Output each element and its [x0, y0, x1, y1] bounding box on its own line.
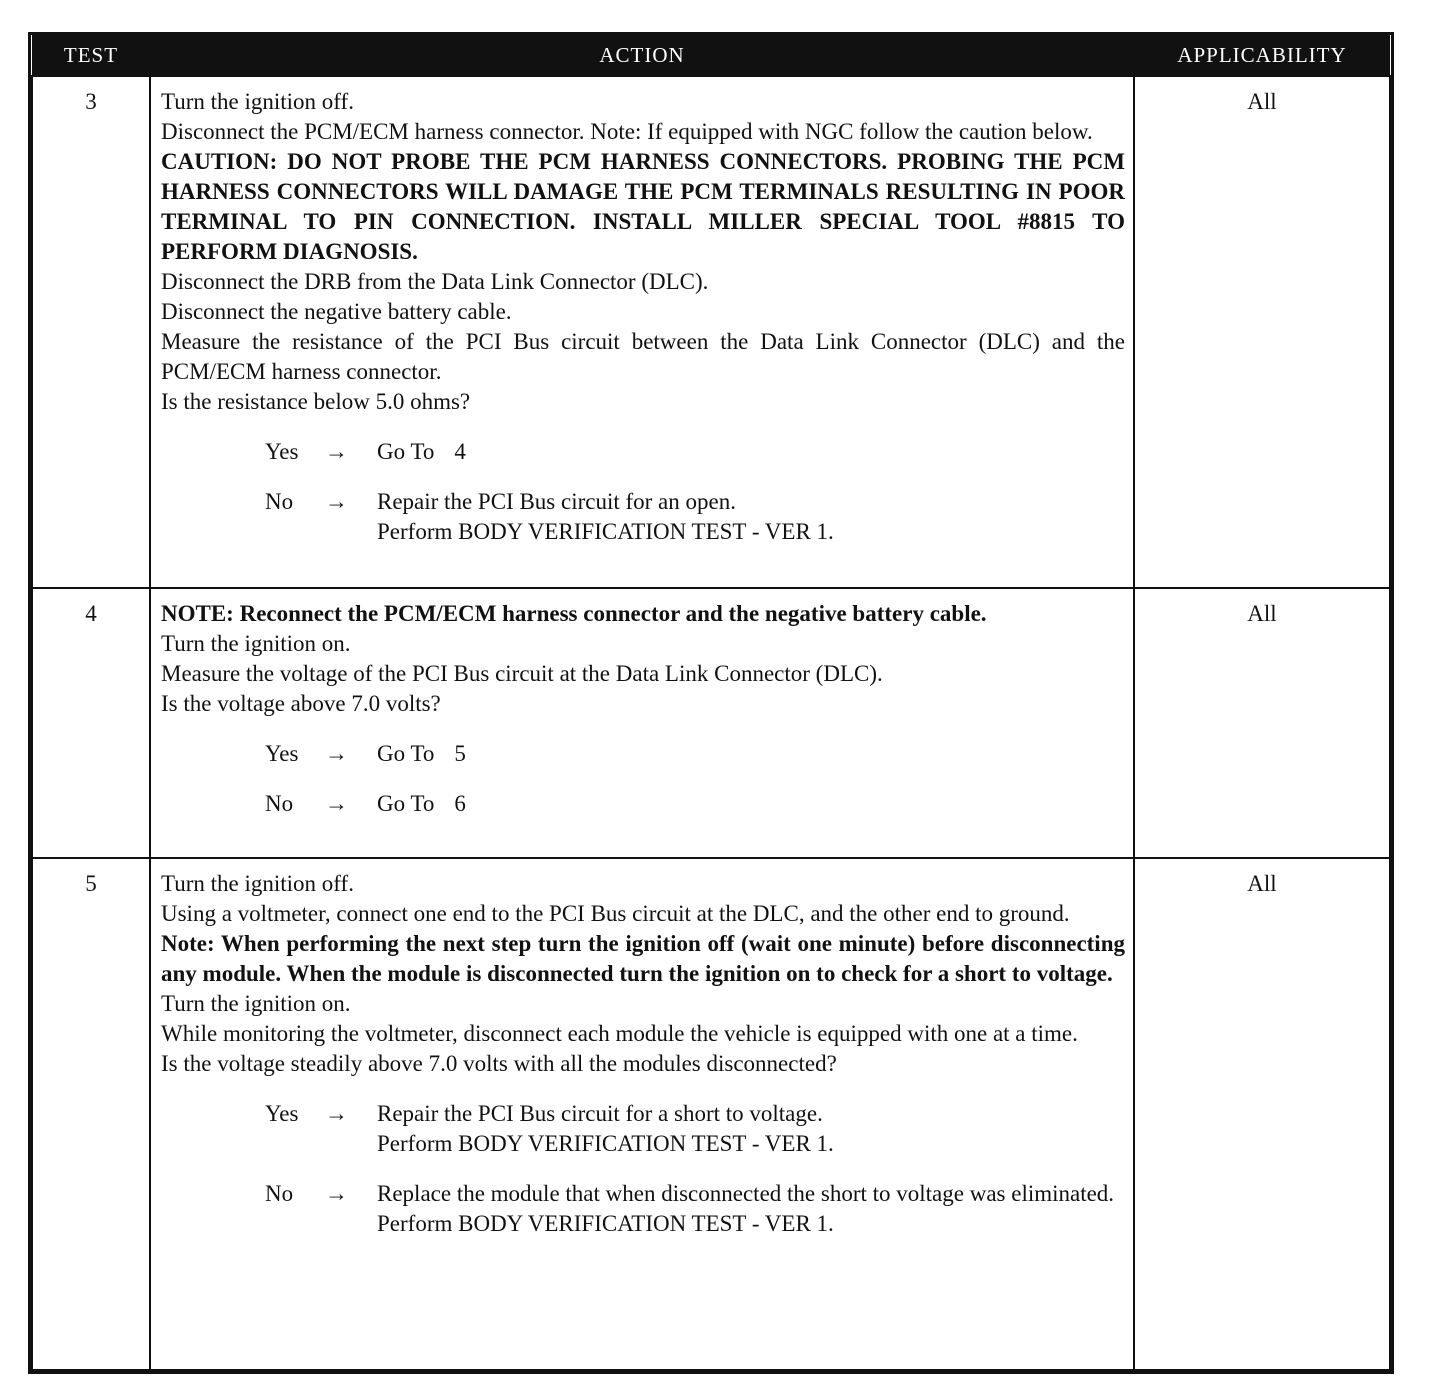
outcome-text: Repair the PCI Bus circuit for an open.	[377, 489, 736, 514]
goto-number: 6	[454, 791, 466, 816]
action-step: Turn the ignition off.	[161, 89, 354, 114]
outcome-text: Repair the PCI Bus circuit for a short to voltage.	[377, 1101, 823, 1126]
answer-label: Yes	[265, 741, 299, 766]
test-number: 3	[32, 76, 150, 588]
test-number: 5	[32, 858, 150, 1370]
outcome-result	[377, 437, 1125, 467]
header-applicability: APPLICABILITY	[1134, 35, 1390, 76]
arrow-icon: →	[325, 1181, 348, 1206]
action-step: Turn the ignition on.	[161, 991, 351, 1016]
action-step: Using a voltmeter, connect one end to the PCI Bus circuit at the DLC, and the other end to ground.	[161, 901, 1070, 926]
table-row-test-3	[32, 76, 1390, 588]
outcome-yes	[161, 1099, 1125, 1159]
goto-label: Go To	[377, 439, 435, 464]
outcome-yes	[161, 437, 1125, 467]
table-row-test-5	[32, 858, 1390, 1370]
goto-number: 5	[454, 741, 466, 766]
arrow-icon: →	[325, 489, 348, 514]
outcome-result	[377, 1179, 1125, 1239]
header-test: TEST	[32, 35, 150, 76]
question-text: Is the resistance below 5.0 ohms?	[161, 389, 471, 414]
goto-number: 4	[454, 439, 466, 464]
outcome-no	[161, 487, 1125, 547]
applicability-value: All	[1134, 858, 1390, 1370]
answer-label: Yes	[265, 439, 299, 464]
outcomes	[161, 1099, 1125, 1239]
action-step: Turn the ignition off.	[161, 871, 354, 896]
action-step: Turn the ignition on.	[161, 631, 351, 656]
answer-label: No	[265, 489, 294, 514]
outcome-text: Perform BODY VERIFICATION TEST - VER 1.	[377, 1211, 834, 1236]
arrow-icon: →	[325, 741, 348, 766]
action-step: Disconnect the negative battery cable.	[161, 299, 512, 324]
outcomes	[161, 437, 1125, 547]
arrow-icon: →	[325, 791, 348, 816]
answer-label: No	[265, 791, 294, 816]
action-step: Disconnect the DRB from the Data Link Connector (DLC).	[161, 269, 709, 294]
answer-label: Yes	[265, 1101, 299, 1126]
action-cell	[150, 76, 1134, 588]
goto-label: Go To	[377, 741, 435, 766]
diagnostic-table-grid	[31, 35, 1391, 1371]
outcomes	[161, 739, 1125, 819]
note-text: Note: When performing the next step turn the ignition off (wait one minute) before disconnecting any module. When the module is disconnected turn the ignition on to check for a short to voltage.	[161, 931, 1125, 986]
outcome-no	[161, 1179, 1125, 1239]
outcome-text: Perform BODY VERIFICATION TEST - VER 1.	[377, 1131, 834, 1156]
arrow-icon: →	[325, 1101, 348, 1126]
outcome-result	[377, 487, 1125, 547]
outcome-no	[161, 789, 1125, 819]
header-action: ACTION	[150, 35, 1134, 76]
action-cell	[150, 588, 1134, 858]
caution-text: CAUTION: DO NOT PROBE THE PCM HARNESS CONNECTORS. PROBING THE PCM HARNESS CONNECTORS WILL DAMAGE THE PCM TERMINALS RESULTING IN POOR TERMINAL TO PIN CONNECTION. INSTALL MILLER SPECIAL TOOL #8815 TO PERFORM DIAGNOSIS.	[161, 149, 1125, 264]
outcome-result	[377, 789, 1125, 819]
outcome-text: Replace the module that when disconnected the short to voltage was eliminated.	[377, 1181, 1115, 1206]
action-step: Measure the resistance of the PCI Bus circuit between the Data Link Connector (DLC) and the PCM/ECM harness connector.	[161, 329, 1125, 384]
applicability-value: All	[1134, 588, 1390, 858]
outcome-result	[377, 739, 1125, 769]
action-cell	[150, 858, 1134, 1370]
outcome-result	[377, 1099, 1125, 1159]
answer-label: No	[265, 1181, 294, 1206]
action-step: Disconnect the PCM/ECM harness connector. Note: If equipped with NGC follow the caution below.	[161, 119, 1093, 144]
action-step: While monitoring the voltmeter, disconnect each module the vehicle is equipped with one at a time.	[161, 1021, 1078, 1046]
test-number: 4	[32, 588, 150, 858]
note-text: NOTE: Reconnect the PCM/ECM harness connector and the negative battery cable.	[161, 601, 987, 626]
table-row-test-4	[32, 588, 1390, 858]
goto-label: Go To	[377, 791, 435, 816]
question-text: Is the voltage steadily above 7.0 volts with all the modules disconnected?	[161, 1051, 837, 1076]
outcome-text: Perform BODY VERIFICATION TEST - VER 1.	[377, 519, 834, 544]
question-text: Is the voltage above 7.0 volts?	[161, 691, 441, 716]
arrow-icon: →	[325, 439, 348, 464]
applicability-value: All	[1134, 76, 1390, 588]
diagnostic-table	[28, 32, 1394, 1374]
action-step: Measure the voltage of the PCI Bus circuit at the Data Link Connector (DLC).	[161, 661, 883, 686]
header-row	[32, 35, 1390, 76]
outcome-yes	[161, 739, 1125, 769]
